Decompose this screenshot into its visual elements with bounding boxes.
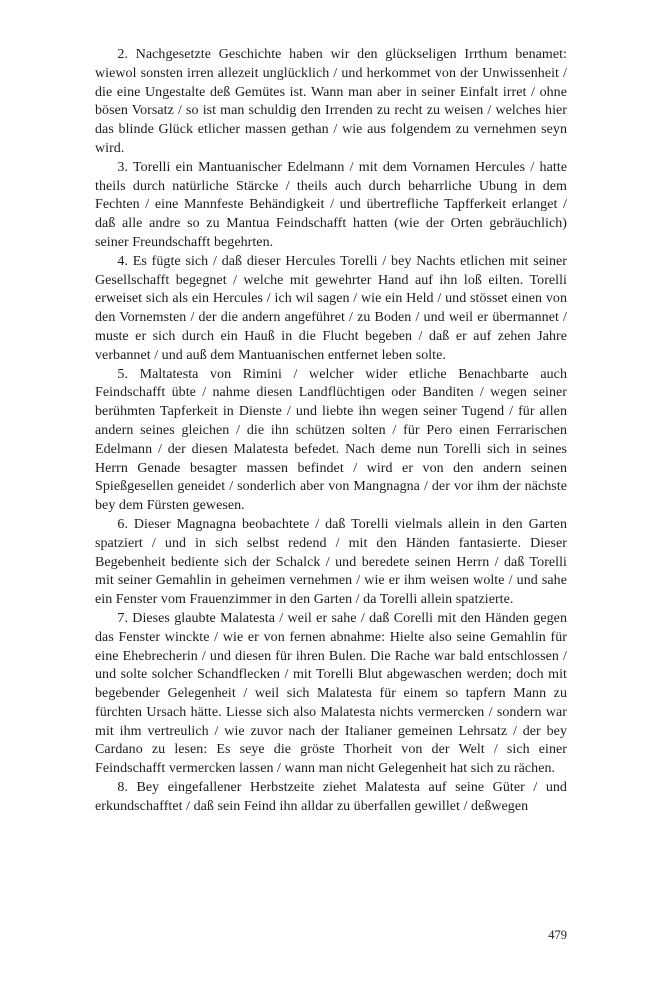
paragraph-7: 7. Dieses glaubte Malatesta / weil er sahe / daß Corelli mit den Händen gegen das Fenster winckte / wie er von fernen abnahme: Hielte also seine Gemahlin für eine Ehebrecherin / und diesen für ihren Bulen. Die Rache war bald entschlossen / und solte solcher Schandflecken / mit Torelli Blut abgewaschen werden; doch mit begebender Gelegenheit / weil sich Malatesta für einem so tapfern Mann zu fürchten Ursach hätte. Liesse sich also Malatesta nichts vermercken / sondern war mit ihm vertreulich / wie zuvor nach der Italianer gemeinen Lehrsatz / der bey Cardano zu lesen: Es seye die gröste Thorheit von der Welt / sich einer Feindschafft vermercken lassen / wann man nicht Gelegenheit hat sich zu rächen. <box>95 610 567 777</box>
paragraph-4: 4. Es fügte sich / daß dieser Hercules Torelli / bey Nachts etlichen mit seiner Gesellschafft begegnet / welche mit gewehrter Hand auf ihn loß eilten. Torelli erweiset sich als ein Hercules / ich wil sagen / wie ein Held / und stösset einen von den Vornemsten / der die andern angeführet / zu Boden / und weil er übermannet / muste er sich durch ein Hauß in die Flucht begeben / daß er auf zehen Jahre verbannet / und auß dem Mantuanischen entfernet leben solte. <box>95 253 567 363</box>
paragraph-5: 5. Maltatesta von Rimini / welcher wider etliche Benachbarte auch Feindschafft übte / nahme diesen Landflüchtigen oder Banditen / wegen seiner berühmten Tapferkeit in Dienste / und liebte ihn wegen seiner Tugend / für allen andern seines gleichen / die ihn schützen solten / für Pero einen Ferrarischen Edelmann / der diesen Malatesta befedet. Nach deme nun Torelli sich in seines Herrn Genade besagter massen befindet / wird er von den andern seinen Spießgesellen geneidet / sonderlich aber von Mangnagna / der vor ihm der nächste bey dem Fürsten gewesen. <box>95 366 567 514</box>
page-number: 479 <box>548 928 567 942</box>
paragraph-3: 3. Torelli ein Mantuanischer Edelmann / mit dem Vornamen Hercules / hatte theils durch natürliche Stärcke / theils auch durch beharrliche Ubung in dem Fechten / eine Mannfeste Behändigkeit / und übertrefliche Tapfferkeit erlanget / daß alle andre so zu Mantua Feindschafft hatten (wie der Orten gebräuchlich) seiner Freundschafft begehrten. <box>95 159 567 250</box>
paragraph-2: 2. Nachgesetzte Geschichte haben wir den glückseligen Irrthum benamet: wiewol sonsten irren allezeit unglücklich / und herkommet von der Unwissenheit / die eine Ungestalte deß Gemütes ist. Wann man aber in seiner Einfalt irret / ohne bösen Vorsatz / so ist man schuldig den Irrenden zu recht zu weisen / welches hier das blinde Glück etlicher massen gethan / wie aus folgendem zu vernehmen seyn wird. <box>95 47 567 156</box>
paragraph-6: 6. Dieser Magnagna beobachtete / daß Torelli vielmals allein in den Garten spatziert / und in sich selbst redend / mit den Händen fantasierte. Dieser Begebenheit bediente sich der Schalck / und beredete seinen Herrn / daß Torelli mit seiner Gemahlin in geheimen vernehmen / wie er ihm weisen wolte / und sahe ein Fenster vom Frauenzimmer in den Garten / da Torelli allein spatzierte. <box>95 516 567 608</box>
text-block <box>95 46 567 817</box>
paragraph-8: 8. Bey eingefallener Herbstzeite ziehet Malatesta auf seine Güter / und erkundschafftet / daß sein Feind ihn alldar zu überfallen gewillet / deßwegen <box>95 780 567 814</box>
